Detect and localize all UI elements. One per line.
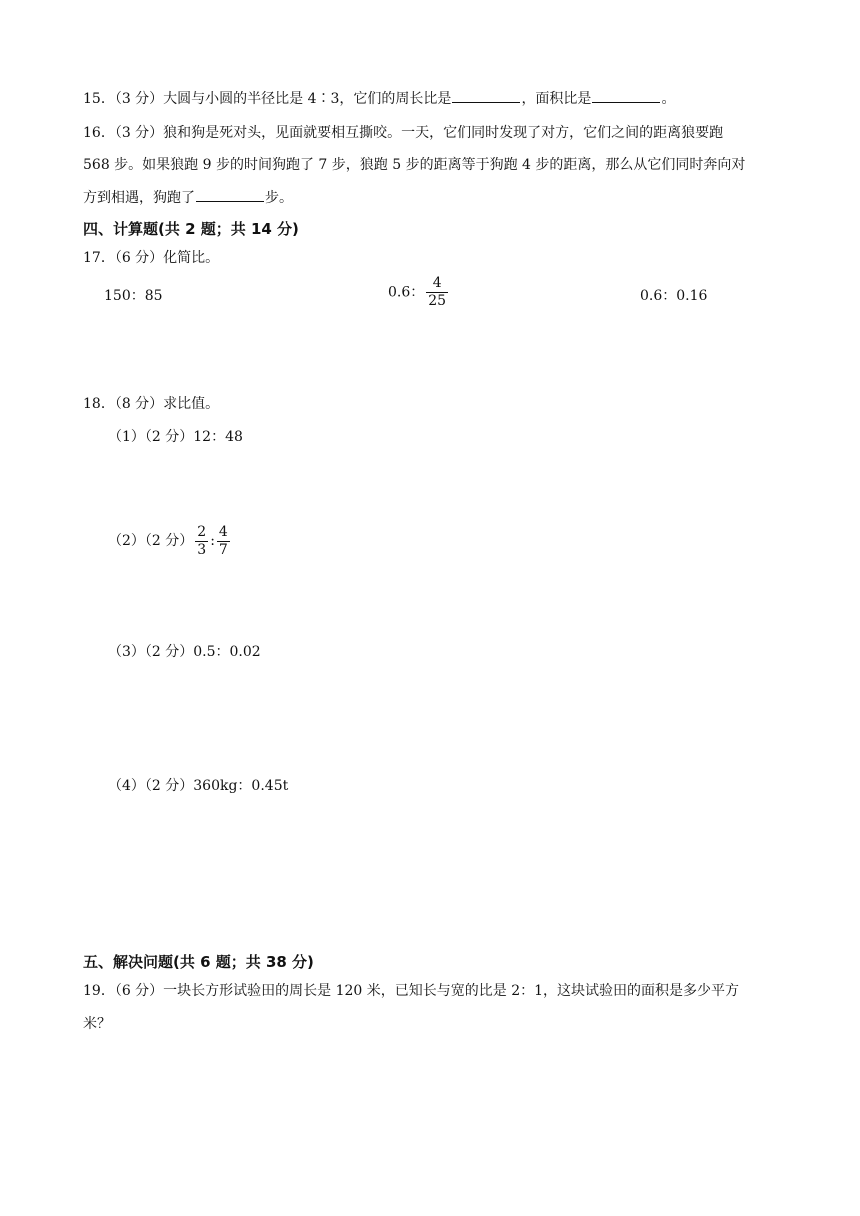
q15-middle: ，面积比是 (521, 91, 592, 107)
question-15 (83, 88, 675, 109)
q18-fraction-2-numerator: 4 (218, 523, 228, 540)
question-17-stem: 17．（6 分）化简比。 (83, 250, 220, 266)
q15-prefix: 15．（3 分）大圆与小圆的半径比是 4∶3，它们的周长比是 (83, 91, 452, 107)
question-19-line-2: 米？ (83, 1016, 111, 1032)
q15-blank-2[interactable] (592, 88, 660, 103)
q18-fraction-1-denominator: 3 (197, 541, 207, 558)
q18-ratio-colon: : (210, 533, 215, 549)
section-5-heading: 五、解决问题(共 6 题；共 38 分) (83, 953, 314, 971)
q17-fraction-numerator: 4 (432, 275, 442, 291)
q17-fraction (426, 275, 448, 310)
q17-expr2-prefix: 0.6： (388, 284, 425, 301)
q18-fraction-2 (217, 524, 230, 559)
q18-part-3: （3）（2 分）0.5：0.02 (108, 644, 261, 660)
q17-fraction-denominator: 25 (428, 293, 447, 309)
question-16-line-1: 16．（3 分）狼和狗是死对头，见面就要相互撕咬。一天，它们同时发现了对方，它们之间的距离狼要跑 (83, 125, 724, 141)
q18-part2-prefix: （2）（2 分） (108, 533, 194, 549)
q18-part-4: （4）（2 分）360kg：0.45t (108, 778, 289, 794)
q17-expression-2 (388, 275, 450, 310)
question-16-line-3 (83, 187, 293, 208)
q17-expression-1: 150：85 (104, 288, 163, 304)
question-18-stem: 18．（8 分）求比值。 (83, 396, 220, 412)
q18-fraction-1 (195, 524, 208, 559)
q16-line3-suffix: 步。 (265, 190, 293, 206)
q15-blank-1[interactable] (452, 88, 520, 103)
q15-suffix: 。 (661, 91, 676, 107)
question-19-line-1: 19．（6 分）一块长方形试验田的周长是 120 米，已知长与宽的比是 2：1，这块试验田的面积是多少平方 (83, 983, 740, 999)
question-16-line-2: 568 步。如果狼跑 9 步的时间狗跑了 7 步，狼跑 5 步的距离等于狗跑 4 步的距离，那么从它们同时奔向对 (83, 157, 746, 173)
q18-part-2 (108, 523, 232, 559)
section-4-heading: 四、计算题(共 2 题；共 14 分) (83, 220, 299, 238)
q17-expression-3: 0.6：0.16 (640, 288, 708, 304)
q18-part-1: （1）（2 分）12：48 (108, 429, 243, 445)
q18-fraction-1-numerator: 2 (197, 523, 207, 540)
q18-fraction-2-denominator: 7 (218, 541, 228, 558)
q16-blank[interactable] (196, 187, 264, 202)
q16-line3-prefix: 方到相遇，狗跑了 (83, 190, 195, 206)
